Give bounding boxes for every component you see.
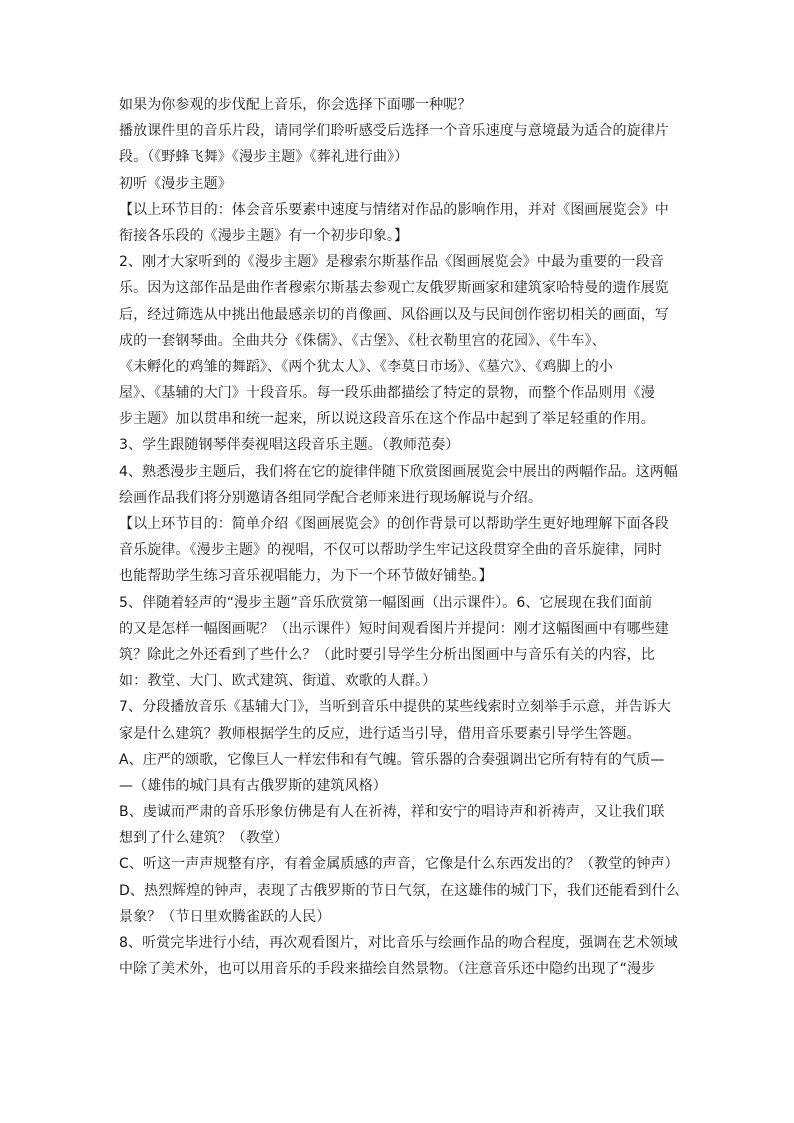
text-line: 如果为你参观的步伐配上音乐，你会选择下面哪一种呢？ [119,97,472,113]
text-line: 景象？（节日里欢腾雀跃的人民） [119,908,331,925]
text-line: 也能帮助学生练习音乐视唱能力，为下一个环节做好铺垫。】 [119,568,493,585]
text-line: 播放课件里的音乐片段，请同学们聆听感受后选择一个音乐速度与意境最为适合的旋律片 [119,123,669,140]
text-line: 3、学生跟随钢琴伴奏视唱这段音乐主题。（教师范奏） [119,437,460,454]
text-line: D、热烈辉煌的钟声，表现了古俄罗斯的节日气氛，在这雄伟的城门下，我们还能看到什么 [119,882,680,899]
text-line: B、虔诚而严肃的音乐形象仿佛是有人在祈祷，祥和安宁的唱诗声和祈祷声，又让我们联 [119,804,665,821]
text-line: 初听《漫步主题》 [119,175,232,192]
text-line: 2、刚才大家听到的《漫步主题》是穆索尔斯基作品《图画展览会》中最为重要的一段音 [119,254,664,271]
text-line: 段。（《野蜂飞舞》《漫步主题》《葬礼进行曲》） [119,149,409,166]
text-line: 绘画作品我们将分别邀请各组同学配合老师来进行现场解说与介绍。 [119,489,542,506]
text-line: 5、伴随着轻声的“漫步主题”音乐欣赏第一幅图画（出示课件）。6、它展现在我们面前 [119,594,653,611]
text-line: 8、听赏完毕进行小结，再次观看图片，对比音乐与绘画作品的吻合程度，强调在艺术领域 [119,935,678,951]
text-line: 4、熟悉漫步主题后，我们将在它的旋律伴随下欣赏图画展览会中展出的两幅作品。这两幅 [119,463,678,480]
text-line: 家是什么建筑？教师根据学生的反应，进行适当引导，借用音乐要素引导学生答题。 [119,725,641,742]
text-line: 乐。因为这部作品是曲作者穆索尔斯基去参观亡友俄罗斯画家和建筑家哈特曼的遗作展览 [119,280,669,297]
text-line: 想到了什么建筑？（教堂） [119,830,289,847]
document-body [119,92,679,982]
text-line: 音乐旋律。《漫步主题》的视唱，不仅可以帮助学生牢记这段贯穿全曲的音乐旋律，同时 [119,542,662,559]
text-line: 中除了美术外，也可以用音乐的手段来描绘自然景物。（注意音乐还中隐约出现了“漫步 [119,961,656,978]
text-line: 后，经过筛选从中挑出他最感亲切的肖像画、风俗画以及与民间创作密切相关的画面，写 [119,306,669,323]
text-line: 如：教堂、大门、欧式建筑、街道、欢歌的人群。） [119,673,437,690]
text-line: 【以上环节目的：简单介绍《图画展览会》的创作背景可以帮助学生更好地理解下面各段 [119,516,669,532]
text-line: 成的一套钢琴曲。全曲共分《侏儒》、《古堡》、《杜衣勒里宫的花园》、《牛车》、 [119,332,606,349]
text-line: 【以上环节目的：体会音乐要素中速度与情绪对作品的影响作用，并对《图画展览会》中 [119,201,669,218]
text-line: —（雄伟的城门具有古俄罗斯的建筑风格） [119,777,387,794]
text-line: C、听这一声声规整有序，有着金属质感的声音，它像是什么东西发出的？（教堂的钟声） [119,856,679,873]
text-line: 《未孵化的鸡雏的舞蹈》、《两个犹太人》、《李莫日市场》、《墓穴》、《鸡脚上的小 [119,358,613,375]
text-line: 7、分段播放音乐《基辅大门》，当听到音乐中提供的某些线索时立刻举手示意，并告诉大 [119,699,671,716]
text-line: 的又是怎样一幅图画呢？（出示课件）短时间观看图片并提问：刚才这幅图画中有哪些建 [119,620,669,637]
text-line: 屋》、《基辅的大门》十段音乐。每一段乐曲都描绘了特定的景物，而整个作品则用《漫 [119,385,655,402]
text-line: 筑？除此之外还看到了些什么？（此时要引导学生分析出图画中与音乐有关的内容，比 [119,646,655,663]
text-line: A、庄严的颂歌，它像巨人一样宏伟和有气魄。管乐器的合奏强调出它所有特有的气质— [119,751,665,768]
text-line: 衔接各乐段的《漫步主题》有一个初步印象。】 [119,227,409,244]
text-line: 步主题》加以贯串和统一起来，所以说这段音乐在这个作品中起到了举足轻重的作用。 [119,411,655,428]
